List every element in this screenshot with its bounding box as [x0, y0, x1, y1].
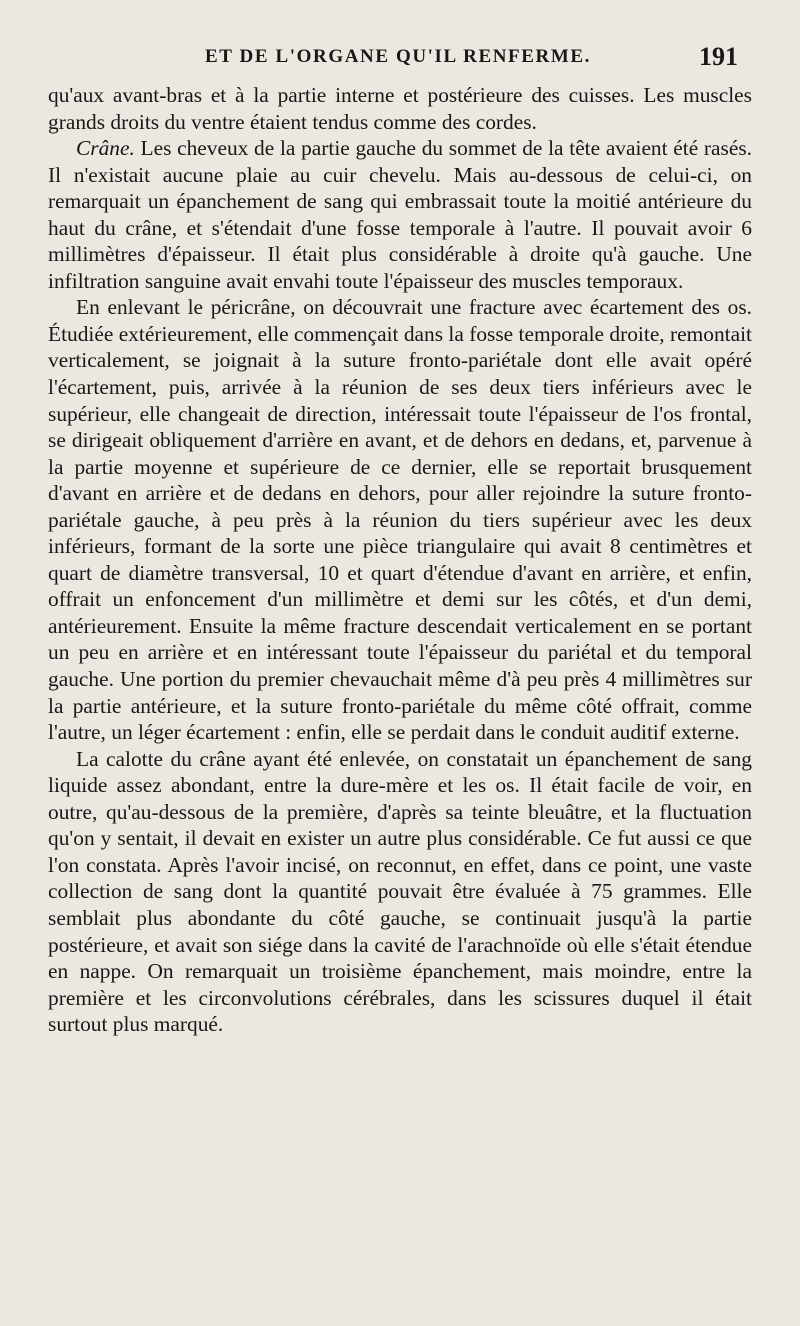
paragraph-fracture: En enlevant le péricrâne, on découvrait une fracture avec écartement des os. Étudiée extérieurement, elle commençait dans la fosse temporale droite, remontait verticalement, se joignait à la suture fronto-pariétale dont elle avait opéré l'écartement, puis, arrivée à la réunion de ses deux tiers inférieurs avec le supérieur, elle changeait de direction, intéressait toute l'épaisseur de l'os frontal, se dirigeait obliquement d'arrière en avant, et de dehors en dedans, et, parvenue à la partie moyenne et supérieure de ce dernier, elle se reportait brusquement d'avant en arrière et de dedans en dehors, pour aller rejoindre la suture fronto-pariétale gauche, à peu près à la réunion du tiers supérieur avec les deux inférieurs, formant de la sorte une pièce triangulaire qui avait 8 centimètres et quart de diamètre transversal, 10 et quart d'étendue d'avant en arrière, et enfin, offrait un enfoncement d'un millimètre et demi sur les côtés, et d'un demi, antérieurement. Ensuite la même fracture descendait verticalement en se portant un peu en arrière et en intéressant toute l'épaisseur du pariétal et du temporal gauche. Une portion du premier chevauchait même d'à peu près 4 millimètres sur la partie antérieure, et la suture fronto-pariétale du même côté offrait, comme l'autre, un léger écartement : enfin, elle se perdait dans le conduit auditif externe. — [48, 295, 752, 745]
paragraph-continuation: qu'aux avant-bras et à la partie interne et postérieure des cuisses. Les muscles grands droits du ventre étaient tendus comme des cordes. — [48, 83, 752, 134]
page-number: 191 — [699, 42, 738, 71]
paragraph-epanchement: La calotte du crâne ayant été enlevée, on constatait un épanchement de sang liquide assez abondant, entre la dure-mère et les os. Il était facile de voir, en outre, qu'au-dessous de la première, d'après sa teinte bleuâtre, et la fluctuation qu'on y sentait, il devait en exister un autre plus considérable. Ce fut aussi ce que l'on constata. Après l'avoir incisé, on reconnut, en effet, dans ce point, une vaste collection de sang dont la quantité pouvait être évaluée à 75 grammes. Elle semblait plus abondante du côté gauche, se continuait jusqu'à la partie postérieure, et avait son siége dans la cavité de l'arachnoïde où elle s'était étendue en nappe. On remarquait un troisième épanchement, mais moindre, entre la première et les circonvolutions cérébrales, dans les scissures duquel il était surtout plus marqué. — [48, 746, 752, 1037]
paragraph-crane-text: Les cheveux de la partie gauche du sommet de la tête avaient été rasés. Il n'existait aucune plaie au cuir chevelu. Mais au-dessous de celui-ci, on remarquait un épanchement de sang qui embrassait toute la moitié antérieure du haut du crâne, et s'étendait d'une fosse temporale à l'autre. Il pouvait avoir 6 millimètres d'épaisseur. Il était plus considérable à droite qu'à gauche. Une infiltration sanguine avait envahi toute l'épaisseur des muscles temporaux. — [48, 136, 752, 293]
running-title: ET DE L'ORGANE QU'IL RENFERME. — [204, 46, 591, 67]
paragraph-crane — [48, 135, 752, 294]
section-lead-crane: Crâne. — [76, 136, 135, 161]
body-text — [48, 82, 752, 1038]
page-header — [0, 40, 800, 80]
